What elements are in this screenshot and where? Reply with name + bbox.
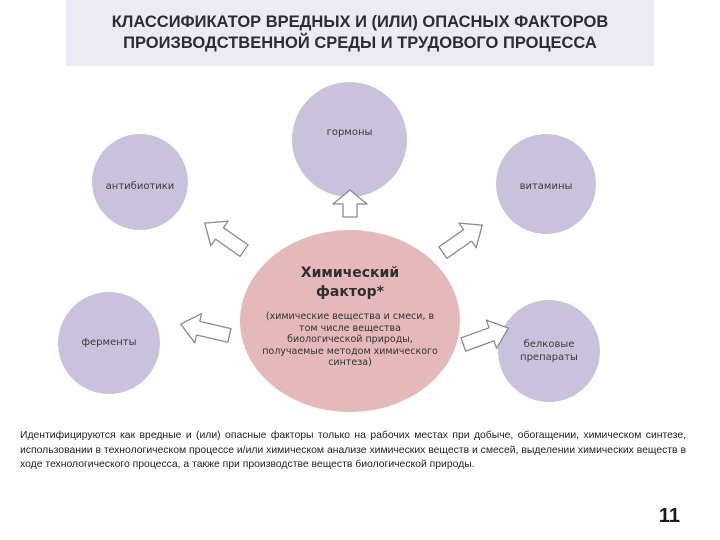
identification-note: Идентифицируются как вредные и (или) опасные факторы только на рабочих местах при добыче, обогащении, химическом синтезе, использовании в технологическом процессе и/или химическом анализе химических веществ и смесей, выделении химических веществ в ходе технологического процесса, а также при производстве веществ биологической природы. bbox=[20, 430, 686, 470]
arrow-to-vitamins-icon bbox=[434, 213, 491, 265]
label-protein-preparations: белковые препараты bbox=[520, 339, 578, 363]
page-title: КЛАССИФИКАТОР ВРЕДНЫХ И (ИЛИ) ОПАСНЫХ ФАКТОРОВ ПРОИЗВОДСТВЕННОЙ СРЕДЫ И ТРУДОВОГО ПРОЦЕССА bbox=[111, 13, 609, 52]
arrow-to-enzymes-icon bbox=[177, 310, 232, 350]
label-hormones: гормоны bbox=[326, 127, 373, 138]
label-vitamins: витамины bbox=[519, 181, 573, 192]
arrow-to-hormones-icon bbox=[333, 190, 367, 217]
center-title: Химический фактор* bbox=[300, 265, 400, 300]
label-enzymes: ферменты bbox=[81, 337, 137, 348]
arrow-to-antibiotics-icon bbox=[196, 211, 253, 263]
center-subtitle: (химические вещества и смеси, в том числе вещества биологической природы, получаемые методом химического синтеза) bbox=[262, 311, 438, 368]
label-antibiotics: антибиотики bbox=[105, 181, 175, 192]
arrow-to-protein-icon bbox=[458, 314, 513, 359]
page-number: 11 bbox=[658, 505, 680, 527]
